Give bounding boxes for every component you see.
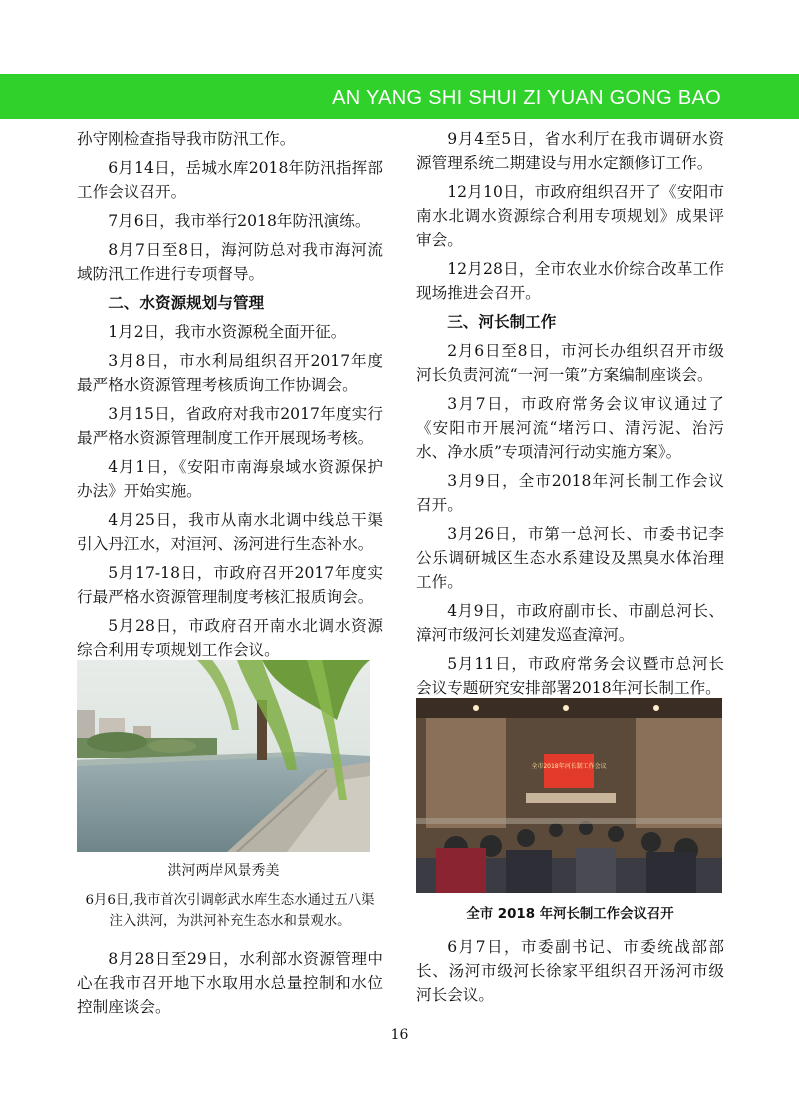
section-heading: 二、水资源规划与管理 <box>108 293 265 312</box>
paragraph: 12月28日，全市农业水价综合改革工作现场推进会召开。 <box>416 260 724 302</box>
paragraph: 3月8日，市水利局组织召开2017年度最严格水资源管理考核质询工作协调会。 <box>77 352 383 394</box>
paragraph: 9月4至5日，省水利厅在我市调研水资源管理系统二期建设与用水定额修订工作。 <box>416 130 724 172</box>
paragraph: 6月7日，市委副书记、市委统战部部长、汤河市级河长徐家平组织召开汤河市级河长会议。 <box>416 938 724 1004</box>
paragraph: 5月17-18日，市政府召开2017年度实行最严格水资源管理制度考核汇报质询会。 <box>77 564 383 606</box>
screen-text: 全市2018年河长制工作会议 <box>531 763 607 770</box>
photo-caption: 洪河两岸风景秀美 <box>167 863 280 879</box>
paragraph: 3月9日，全市2018年河长制工作会议召开。 <box>416 472 724 514</box>
left-column <box>77 127 383 667</box>
paragraph: 8月28日至29日，水利部水资源管理中心在我市召开地下水取用水总量控制和水位控制座谈会。 <box>77 950 383 1016</box>
paragraph: 3月26日，市第一总河长、市委书记李公乐调研城区生态水系建设及黑臭水体治理工作。 <box>416 525 724 591</box>
page-number: 16 <box>390 1027 409 1043</box>
conference-meeting-illustration <box>416 698 722 893</box>
paragraph: 12月10日，市政府组织召开了《安阳市南水北调水资源综合利用专项规划》成果评审会。 <box>416 183 724 249</box>
paragraph: 6月14日，岳城水库2018年防汛指挥部工作会议召开。 <box>77 159 383 201</box>
paragraph: 5月28日，市政府召开南水北调水资源综合利用专项规划工作会议。 <box>77 617 383 659</box>
right-column <box>416 127 724 705</box>
paragraph: 4月9日，市政府副市长、市副总河长、漳河市级河长刘建发巡查漳河。 <box>416 602 724 644</box>
paragraph: 1月2日，我市水资源税全面开征。 <box>108 323 347 341</box>
bottom-right-text <box>416 935 724 1012</box>
river-landscape-photo <box>77 660 370 852</box>
paragraph: 4月25日，我市从南水北调中线总干渠引入丹江水，对洹河、汤河进行生态补水。 <box>77 511 383 553</box>
header-banner <box>0 74 799 119</box>
photo-note: 6月6日,我市首次引调彰武水库生态水通过五八渠注入洪河，为洪河补充生态水和景观水。 <box>85 893 375 929</box>
paragraph: 4月1日，《安阳市南海泉域水资源保护办法》开始实施。 <box>77 458 383 500</box>
paragraph: 3月15日，省政府对我市2017年度实行最严格水资源管理制度工作开展现场考核。 <box>77 405 383 447</box>
paragraph: 5月11日，市政府常务会议暨市总河长会议专题研究安排部署2018年河长制工作。 <box>416 655 724 697</box>
photo-caption: 全市 2018 年河长制工作会议召开 <box>466 907 674 922</box>
bottom-left-text <box>77 947 383 1024</box>
banner-title: AN YANG SHI SHUI ZI YUAN GONG BAO <box>332 87 721 109</box>
conference-meeting-photo <box>416 698 722 893</box>
paragraph: 孙守刚检查指导我市防汛工作。 <box>77 130 296 148</box>
paragraph: 8月7日至8日，海河防总对我市海河流域防汛工作进行专项督导。 <box>77 241 383 283</box>
paragraph: 3月7日，市政府常务会议审议通过了《安阳市开展河流“堵污口、清污泥、治污水、净水质”专项清河行动实施方案》。 <box>416 395 724 461</box>
paragraph: 2月6日至8日，市河长办组织召开市级河长负责河流“一河一策”方案编制座谈会。 <box>416 342 724 384</box>
river-landscape-illustration <box>77 660 370 852</box>
paragraph: 7月6日，我市举行2018年防汛演练。 <box>108 212 371 230</box>
section-heading: 三、河长制工作 <box>447 312 557 331</box>
